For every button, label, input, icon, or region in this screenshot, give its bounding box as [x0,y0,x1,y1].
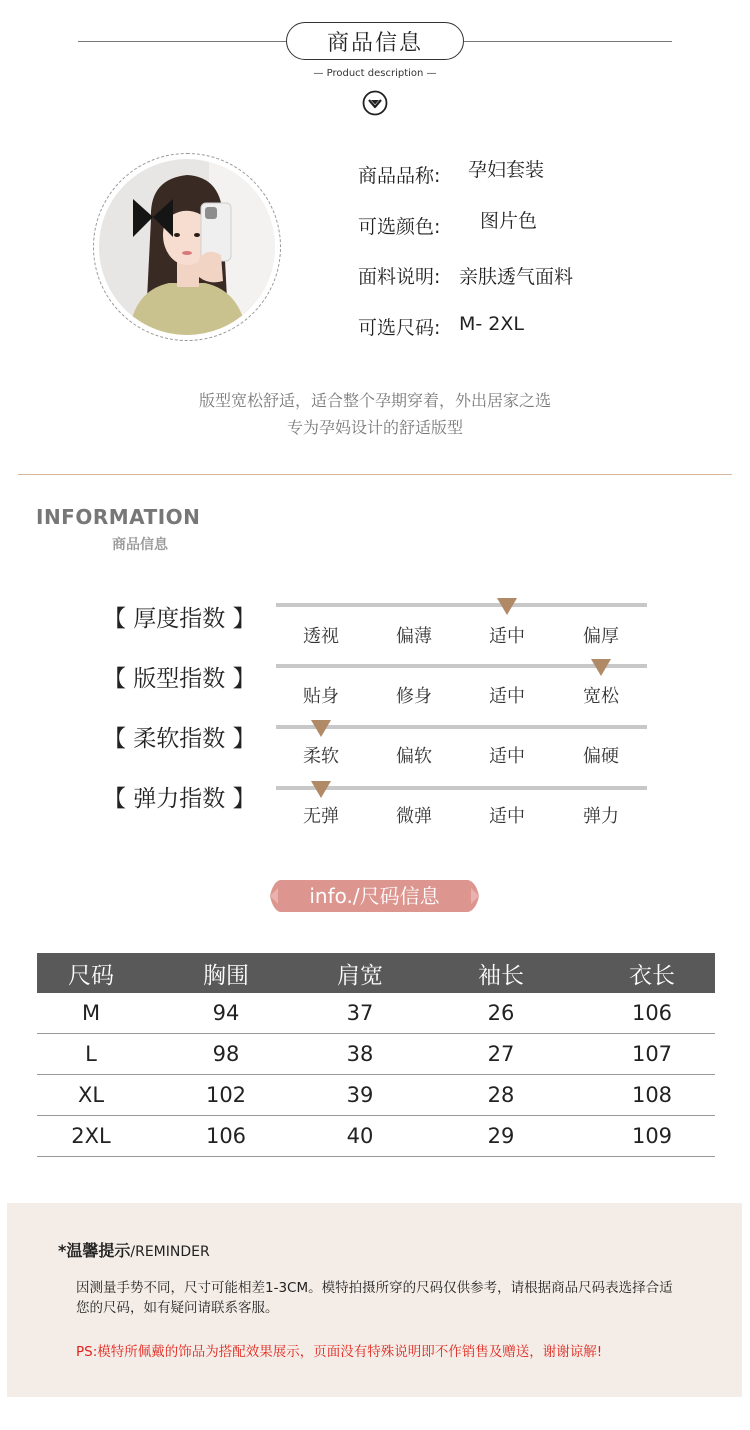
table-row [37,993,715,1034]
index-bar [276,725,647,729]
index-label: 【 弹力指数 】 [103,786,256,812]
index-option: 偏厚 [583,626,619,647]
info-row-value: 图片色 [480,210,538,232]
header-line-right [464,41,672,42]
table-cell: 106 [631,1001,673,1025]
size-banner: info./尺码信息 [309,884,440,908]
info-row-value: 孕妇套装 [468,159,545,181]
index-label: 【 厚度指数 】 [103,606,256,632]
description-line-2: 专为孕妈设计的舒适版型 [286,418,463,437]
table-row [37,1034,715,1075]
info-row-label: 面料说明: [358,266,441,288]
table-cell: 29 [487,1124,515,1148]
table-header-cell: 胸围 [203,962,249,989]
header-title: 商品信息 [286,22,464,60]
info-row-name [358,159,545,188]
table-cell: 109 [631,1124,673,1148]
size-table [37,953,715,1157]
index-option: 偏硬 [583,746,619,767]
table-cell: 108 [631,1083,673,1107]
table-cell: 102 [205,1083,247,1107]
header-subtitle: — Product description — [313,68,437,79]
table-cell: 37 [346,1001,374,1025]
table-cell: 40 [346,1124,374,1148]
index-option: 适中 [489,746,525,767]
model-photo [93,153,281,341]
index-bar [276,603,647,607]
header-line-left [78,41,286,42]
index-marker [497,598,517,615]
reminder-title-cn: *温馨提示 [58,1241,131,1260]
section-divider [18,474,732,475]
reminder-ps: PS:模特所佩戴的饰品为搭配效果展示，页面没有特殊说明即不作销售及赠送，谢谢谅解! [76,1344,603,1360]
table-header-cell: 肩宽 [337,962,383,989]
index-option: 适中 [489,806,525,827]
index-option: 无弹 [303,806,339,827]
table-row [37,1075,715,1116]
index-marker [591,659,611,676]
index-option: 柔软 [303,746,339,767]
index-marker [311,720,331,737]
reminder-title [58,1238,210,1261]
index-option: 微弹 [396,806,432,827]
table-header [37,953,715,993]
reminder-body: 因测量手势不同，尺寸可能相差1-3CM。模特拍摄所穿的尺码仅供参考，请根据商品尺码表选择合适您的尺码，如有疑问请联系客服。 [76,1280,673,1316]
info-row-value: 亲肤透气面料 [459,266,574,288]
description-line-1: 版型宽松舒适，适合整个孕期穿着，外出居家之选 [198,391,551,410]
info-row-label: 商品品称: [358,165,441,187]
table-cell: 107 [631,1042,673,1066]
table-cell: 106 [205,1124,247,1148]
chevron-down-icon [362,90,388,116]
table-header-cell: 袖长 [478,962,524,989]
index-option: 透视 [303,626,339,647]
index-label: 【 柔软指数 】 [103,726,256,752]
index-bar [276,786,647,790]
table-cell: 2XL [71,1124,111,1148]
table-cell: M [81,1001,101,1025]
table-row [37,1116,715,1157]
table-cell: 38 [346,1042,374,1066]
index-option: 贴身 [303,686,339,707]
info-row-size [358,313,524,340]
table-cell: 94 [212,1001,240,1025]
info-row-label: 可选尺码: [358,317,441,339]
index-label: 【 版型指数 】 [103,666,256,692]
table-cell: XL [77,1083,105,1107]
index-option: 偏薄 [396,626,432,647]
info-row-fabric [358,262,574,289]
index-option: 适中 [489,686,525,707]
information-title-cn: 商品信息 [112,537,168,553]
index-option: 宽松 [583,686,619,707]
table-cell: 39 [346,1083,374,1107]
index-option: 修身 [396,686,432,707]
index-option: 偏软 [396,746,432,767]
info-row-label: 可选颜色: [358,216,441,238]
index-marker [311,781,331,798]
info-row-color [358,210,538,239]
info-row-value: M- 2XL [459,313,524,335]
index-option: 弹力 [583,806,619,827]
table-header-cell: 衣长 [629,962,675,989]
table-cell: L [85,1042,97,1066]
table-cell: 28 [487,1083,515,1107]
index-option: 适中 [489,626,525,647]
table-cell: 98 [212,1042,240,1066]
reminder-title-en: /REMINDER [130,1244,210,1260]
table-header-cell: 尺码 [68,962,114,989]
information-title-en: INFORMATION [36,505,201,529]
table-cell: 26 [487,1001,515,1025]
table-cell: 27 [487,1042,515,1066]
